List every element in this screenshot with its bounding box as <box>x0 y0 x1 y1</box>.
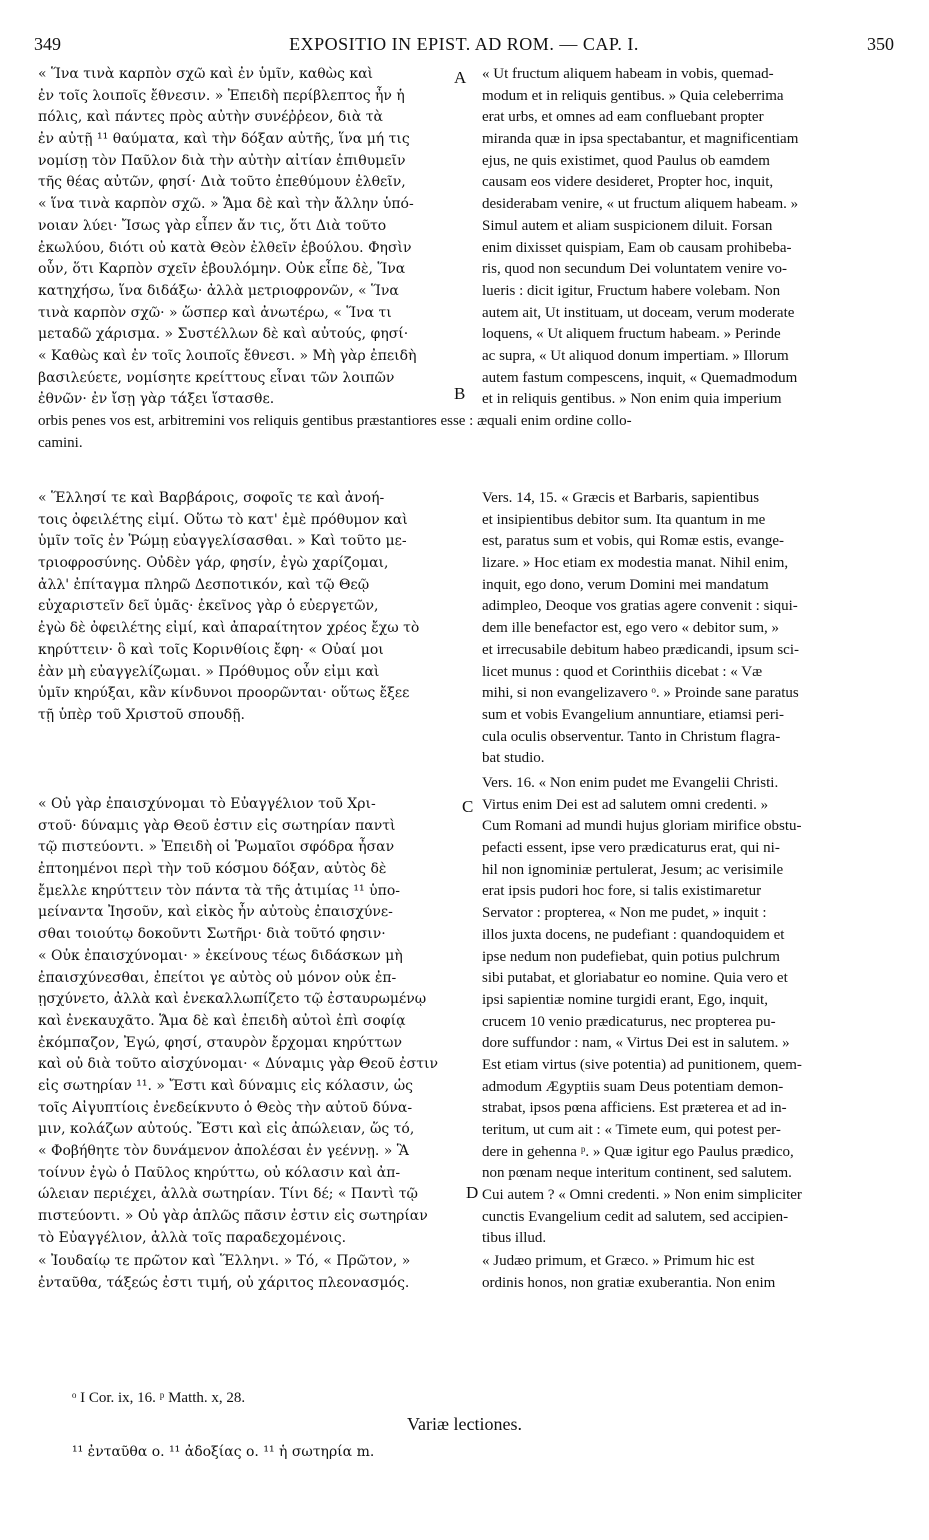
text-line: ἐθνῶν· ἐν ἴσῃ γὰρ τάξει ἵστασθε. <box>38 391 275 408</box>
text-line: κηρύττειν· ὃ καὶ τοῖς Κορινθίοις ἔφη· « Οὐαί μοι <box>38 641 384 658</box>
text-line: bat studio. <box>482 750 545 767</box>
text-line: « Φοβήθητε τὸν δυνάμενον ἀπολέσαι ἐν γεέννῃ. » Ἃ <box>38 1143 409 1159</box>
margin-letter-a: A <box>454 68 467 87</box>
text-line: ipsi sapientiæ nomine turgidi erant, Ego, inquit, <box>482 991 768 1008</box>
text-line: loquens, « Ut aliquem fructum habeam. » Perinde <box>482 326 781 343</box>
text-line: τινὰ καρπὸν σχῶ· » ὥσπερ καὶ ἀνωτέρω, « Ἵνα τι <box>38 304 392 321</box>
text-line: τοῖς Αἰγυπτίοις ἐνεδείκνυτο ὁ Θεὸς τὴν αὐτοῦ δύνα- <box>38 1099 413 1116</box>
text-line: « Ἰουδαίῳ τε πρῶτον καὶ Ἕλληνι. » Τό, « Πρῶτον, » <box>38 1253 411 1269</box>
latin-column-top <box>482 64 900 411</box>
text-line: βασιλεύετε, νομίσητε κρείττους εἶναι τῶν λοιπῶν <box>38 369 395 386</box>
text-line: autem ait, Ut instituam, ut doceam, verum moderate <box>482 304 795 321</box>
text-line: strabat, ipsos pœna afficiens. Est præterea et ad in- <box>482 1100 787 1117</box>
text-line: Vers. 14, 15. « Græcis et Barbaris, sapientibus <box>482 490 760 506</box>
text-line: ἐκωλύου, διότι οὐ κατὰ Θεὸν ἐλθεῖν ἐβούλου. Φησὶν <box>38 239 412 256</box>
text-line: τοις ὀφειλέτης εἰμί. Οὕτω τὸ κατ' ἐμὲ πρόθυμον καὶ <box>38 511 408 528</box>
text-line: ἔμελλε κηρύττειν τὸν πάντα τὰ τῆς ἀτιμίας ¹¹ ὑπο- <box>38 882 400 899</box>
text-line: Cui autem ? « Omni credenti. » Non enim simpliciter <box>482 1187 802 1204</box>
text-line: τριοφροσύνης. Οὐδὲν γάρ, φησίν, ἐγὼ χαρίζομαι, <box>38 555 389 572</box>
text-line: τῆς θέας αὐτῶν, φησί· Διὰ τοῦτο ἐπεθύμουν ἐλθεῖν, <box>38 174 406 191</box>
text-line: τοίνυν ἐγὼ ὁ Παῦλος κηρύττω, οὐ κόλασιν καὶ ἀπ- <box>38 1164 401 1181</box>
text-line: cula oculis observentur. Tanto in Christum flagra- <box>482 728 781 745</box>
text-line: cunctis Evangelium cedit ad salutem, sed accipien- <box>482 1208 789 1225</box>
text-line: καὶ οὐ διὰ τοῦτο αἰσχύνομαι· « Δύναμις γὰρ Θεοῦ ἐστιν <box>38 1056 438 1073</box>
text-line: ὑμῖν κηρύξαι, κἂν κίνδυνοι προορῶνται· οὕτως ἔξεε <box>38 685 410 702</box>
text-line: « Καθὼς καὶ ἐν τοῖς λοιποῖς ἔθνεσι. » Μὴ γὰρ ἐπειδὴ <box>38 347 417 364</box>
text-line: εὐχαριστεῖν δεῖ ὑμᾶς· ἐκεῖνος γὰρ ὁ εὐεργετῶν, <box>38 598 379 615</box>
text-line: mihi, si non evangelizavero ᵒ. » Proinde sane paratus <box>482 685 799 702</box>
greek-column-mid <box>38 488 466 727</box>
text-line: admodum Ægyptiis suam Deus potentiam demon- <box>482 1078 784 1095</box>
full-width-line <box>38 411 900 454</box>
text-line: lueris : dicit igitur, Fructum habere volebam. Non <box>482 282 781 299</box>
text-line: est, paratus sum et vobis, qui Romæ estis, evange- <box>482 533 785 550</box>
page-header <box>34 34 894 60</box>
text-line: ἐνταῦθα, τάξεώς ἐστι τιμή, οὐ χάριτος πλεονασμός. <box>38 1274 410 1291</box>
latin-column-mid <box>482 488 900 770</box>
text-line: νομίσῃ τὸν Παῦλον διὰ τὴν αὐτὴν αἰτίαν ἐπιθυμεῖν <box>38 152 406 169</box>
text-line: dore suffundor : nam, « Virtus Dei est in salutem. » <box>482 1035 790 1052</box>
text-line: illos juxta docens, ne pudefiant : quandoquidem et <box>482 926 785 943</box>
text-line: pefacti essent, ipse vero prædicaturus erat, qui ni- <box>482 840 780 857</box>
text-line: et insipientibus debitor sum. Ita quantum in me <box>482 511 766 528</box>
text-line: πόλις, καὶ πάντες πρὸς αὐτὴν συνέῤῥεον, διὰ τὰ <box>38 109 383 126</box>
text-line: Vers. 16. « Non enim pudet me Evangelii Christi. <box>482 775 779 791</box>
text-line: dem ille benefactor est, ego vero « debitor sum, » <box>482 620 779 637</box>
text-line: μιν, κολάζων αὐτούς. Ἔστι καὶ εἰς ἀπώλειαν, ὥς τό, <box>38 1121 415 1138</box>
text-line: adimpleo, Deoque vos gratias agere convenit : siqui- <box>482 598 798 615</box>
text-line: ἐὰν μὴ εὐαγγελίζωμαι. » Πρόθυμος οὖν εἰμι καὶ <box>38 663 380 680</box>
page-number-left: 349 <box>34 34 61 54</box>
text-line: desiderabam venire, « ut fructum aliquem habeam. » <box>482 196 799 213</box>
text-line: νοιαν λύει· Ἴσως γὰρ εἶπεν ἄν τις, ὅτι Διὰ τοῦτο <box>38 217 387 234</box>
margin-letter-c: C <box>462 797 474 816</box>
text-line: Servator : propterea, « Non me pudet, » inquit : <box>482 905 767 922</box>
text-line: ἀλλ' ἐπίταγμα πληρῶ Δεσποτικόν, καὶ τῷ Θεῷ <box>38 576 370 593</box>
text-line: causam eos videre desideret, Propter hoc, inquit, <box>482 174 774 191</box>
text-line: sum et vobis Evangelium annuntiare, etiamsi peri- <box>482 706 785 723</box>
variae-lectiones: ¹¹ ἐνταῦθα ο. ¹¹ ἀδοξίας ο. ¹¹ ἡ σωτηρία m. <box>72 1444 375 1460</box>
text-line: et in reliquis gentibus. » Non enim quia imperium <box>482 391 782 408</box>
text-line: sibi putabat, et gloriabatur eo nomine. Quia vero et <box>482 970 788 987</box>
text-line: ordinis honos, non gratiæ exuberantia. Non enim <box>482 1274 776 1291</box>
text-line: σθαι τοιούτῳ δοκοῦντι Σωτῆρι· διὰ τοῦτό φησιν· <box>38 926 386 943</box>
text-line: πιστεύοντι. » Οὐ γὰρ ἁπλῶς πᾶσιν ἐστιν εἰς σωτηρίαν <box>38 1208 428 1225</box>
text-line: « Ἕλλησί τε καὶ Βαρβάροις, σοφοῖς τε καὶ ἀνοή- <box>38 490 385 506</box>
text-line: « Judæo primum, et Græco. » Primum hic est <box>482 1253 755 1269</box>
text-line: μείναντα Ἰησοῦν, καὶ εἰκὸς ἦν αὐτοὺς ἐπαισχύνε- <box>38 904 393 921</box>
text-line: καὶ ἐνεκαυχᾶτο. Ἅμα δὲ καὶ ἐπειδὴ αὐτοὶ ἐπὶ σοφίᾳ <box>38 1012 406 1029</box>
text-line: teritum, ut cum ait : « Timete eum, qui potest per- <box>482 1122 781 1138</box>
text-line: εἰς σωτηρίαν ¹¹. » Ἔστι καὶ δύναμις εἰς κόλασιν, ὡς <box>38 1077 413 1094</box>
footnotes: ᵒ I Cor. ix, 16. ᵖ Matth. x, 28. <box>72 1390 246 1406</box>
latin-column-last <box>482 1251 900 1294</box>
greek-column-last <box>38 1251 466 1294</box>
text-line: inquit, ego dono, verum Domini mei mandatum <box>482 576 769 593</box>
text-line: Simul autem et aliam suspicionem diluit. Forsan <box>482 217 773 234</box>
greek-column-top <box>38 64 466 411</box>
text-line: orbis penes vos est, arbitremini vos reliquis gentibus præstantiores esse : æquali enim ordine collo- <box>38 413 632 429</box>
text-line: erat urbs, et omnes ad eam confluebant propter <box>482 109 764 126</box>
text-line: « ἵνα τινὰ καρπὸν σχῶ. » Ἅμα δὲ καὶ τὴν ἄλλην ὑπό- <box>38 196 414 213</box>
text-line: ἐπαισχύνεσθαι, ἐπείτοι γε αὐτὸς οὐ μόνον οὐκ ἐπ- <box>38 969 397 986</box>
text-line: τῇ ὑπὲρ τοῦ Χριστοῦ σπουδῇ. <box>38 706 245 723</box>
text-line: κατηχήσω, ἵνα διδάξω· ἀλλὰ μετριοφρονῶν, « Ἵνα <box>38 282 399 299</box>
text-line: ώλειαν περιέχει, ἀλλὰ σωτηρίαν. Τίνι δέ; « Παντὶ τῷ <box>38 1186 418 1203</box>
text-line: erat ipsis pudori hoc fore, si talis existimaretur <box>482 883 762 900</box>
text-line: enim dixisset quispiam, Eam ob causam prohibeba- <box>482 239 792 256</box>
text-line: ῃσχύνετο, ἀλλὰ καὶ ἐνεκαλλωπίζετο τῷ ἐσταυρωμένῳ <box>38 991 427 1008</box>
text-line: modum et in reliquis gentibus. » Quia celeberrima <box>482 87 784 104</box>
text-line: non pœnam neque interitum continent, sed salutem. <box>482 1165 792 1182</box>
text-line: « Οὐκ ἐπαισχύνομαι· » ἐκείνους τέως διδάσκων μὴ <box>38 947 403 964</box>
text-line: ἐκόμπαζον, Ἐγώ, φησί, σταυρὸν ἔρχομαι κηρύττων <box>38 1034 402 1051</box>
text-line: ac supra, « Ut aliquod donum impertiam. » Illorum <box>482 347 789 364</box>
text-line: dere in gehenna ᵖ. » Quæ igitur ego Paulus prædico, <box>482 1143 794 1160</box>
text-line: ἐν αὐτῇ ¹¹ θαύματα, καὶ τὴν δόξαν αὐτῆς, ἵνα μή τις <box>38 131 410 148</box>
margin-letter-b: B <box>454 384 466 403</box>
text-line: στοῦ· δύναμις γὰρ Θεοῦ ἐστιν εἰς σωτηρίαν παντὶ <box>38 817 396 834</box>
text-line: Virtus enim Dei est ad salutem omni credenti. » <box>482 796 769 813</box>
text-line: « Ἵνα τινὰ καρπὸν σχῶ καὶ ἐν ὑμῖν, καθὼς καὶ <box>38 66 374 82</box>
text-line: τῷ πιστεύοντι. » Ἐπειδὴ οἱ Ῥωμαῖοι σφόδρα ἦσαν <box>38 839 395 856</box>
text-line: et irrecusabile debitum habeo prædicandi, ipsum sci- <box>482 641 799 658</box>
text-line: ὑμῖν τοῖς ἐν Ῥώμῃ εὐαγγελίσασθαι. » Καὶ τοῦτο με- <box>38 533 407 550</box>
margin-letter-d: D <box>466 1183 479 1202</box>
text-line: « Οὐ γὰρ ἐπαισχύνομαι τὸ Εὐαγγέλιον τοῦ Χρι- <box>38 796 376 812</box>
text-line: ἐγὼ δὲ ὀφειλέτης εἰμί, καὶ ἀπαραίτητον χρέος ἔχω τὸ <box>38 620 420 637</box>
text-line: autem fastum compescens, inquit, « Quemadmodum <box>482 369 798 386</box>
latin-column-low <box>482 773 900 1250</box>
text-line: ipse nedum non pudefiebat, quin potius pulchrum <box>482 948 780 965</box>
text-line: οὖν, ὅτι Καρπὸν σχεῖν ἐβουλόμην. Οὐκ εἶπε δὲ, Ἵνα <box>38 261 406 278</box>
text-line: ejus, ne quis existimet, quod Paulus ob eamdem <box>482 152 770 169</box>
text-line: crucem 10 venio prædicaturus, nec propterea pu- <box>482 1013 776 1030</box>
text-line: ἐπτοημένοι περὶ τὴν τοῦ κόσμου δόξαν, αὐτὸς δὲ <box>38 861 387 878</box>
text-line: τὸ Εὐαγγέλιον, ἀλλὰ τοῖς παραδεχομένοις. <box>38 1229 347 1246</box>
text-line: licet munus : quod et Corinthiis dicebat : « Væ <box>482 663 763 680</box>
text-line: « Ut fructum aliquem habeam in vobis, quemad- <box>482 66 774 82</box>
text-line: miranda quæ in ipsa spectabantur, et magnificentiam <box>482 131 799 148</box>
text-line: μεταδῶ χάρισμα. » Συστέλλων δὲ καὶ αὐτούς, φησί· <box>38 326 409 343</box>
text-line: Est etiam virtus (sive potentia) ad punitionem, quem- <box>482 1056 802 1073</box>
variae-lectiones-title: Variæ lectiones. <box>407 1414 522 1434</box>
text-line: ἐν τοῖς λοιποῖς ἔθνεσιν. » Ἐπειδὴ περίβλεπτος ἦν ἡ <box>38 87 405 104</box>
text-line: camini. <box>38 434 83 451</box>
text-line: Cum Romani ad mundi hujus gloriam mirifice obstu- <box>482 818 802 835</box>
running-title: EXPOSITIO IN EPIST. AD ROM. — CAP. I. <box>289 34 639 54</box>
greek-column-low <box>38 794 466 1249</box>
text-line: tibus illud. <box>482 1230 547 1247</box>
text-line: hil non ignominiæ pertulerat, Jesum; ac verisimile <box>482 861 784 878</box>
text-line: lizare. » Hoc etiam ex modestia manat. Nihil enim, <box>482 555 789 572</box>
text-line: ris, quod non secundum Dei voluntatem venire vo- <box>482 261 787 278</box>
page-number-right: 350 <box>867 34 894 54</box>
